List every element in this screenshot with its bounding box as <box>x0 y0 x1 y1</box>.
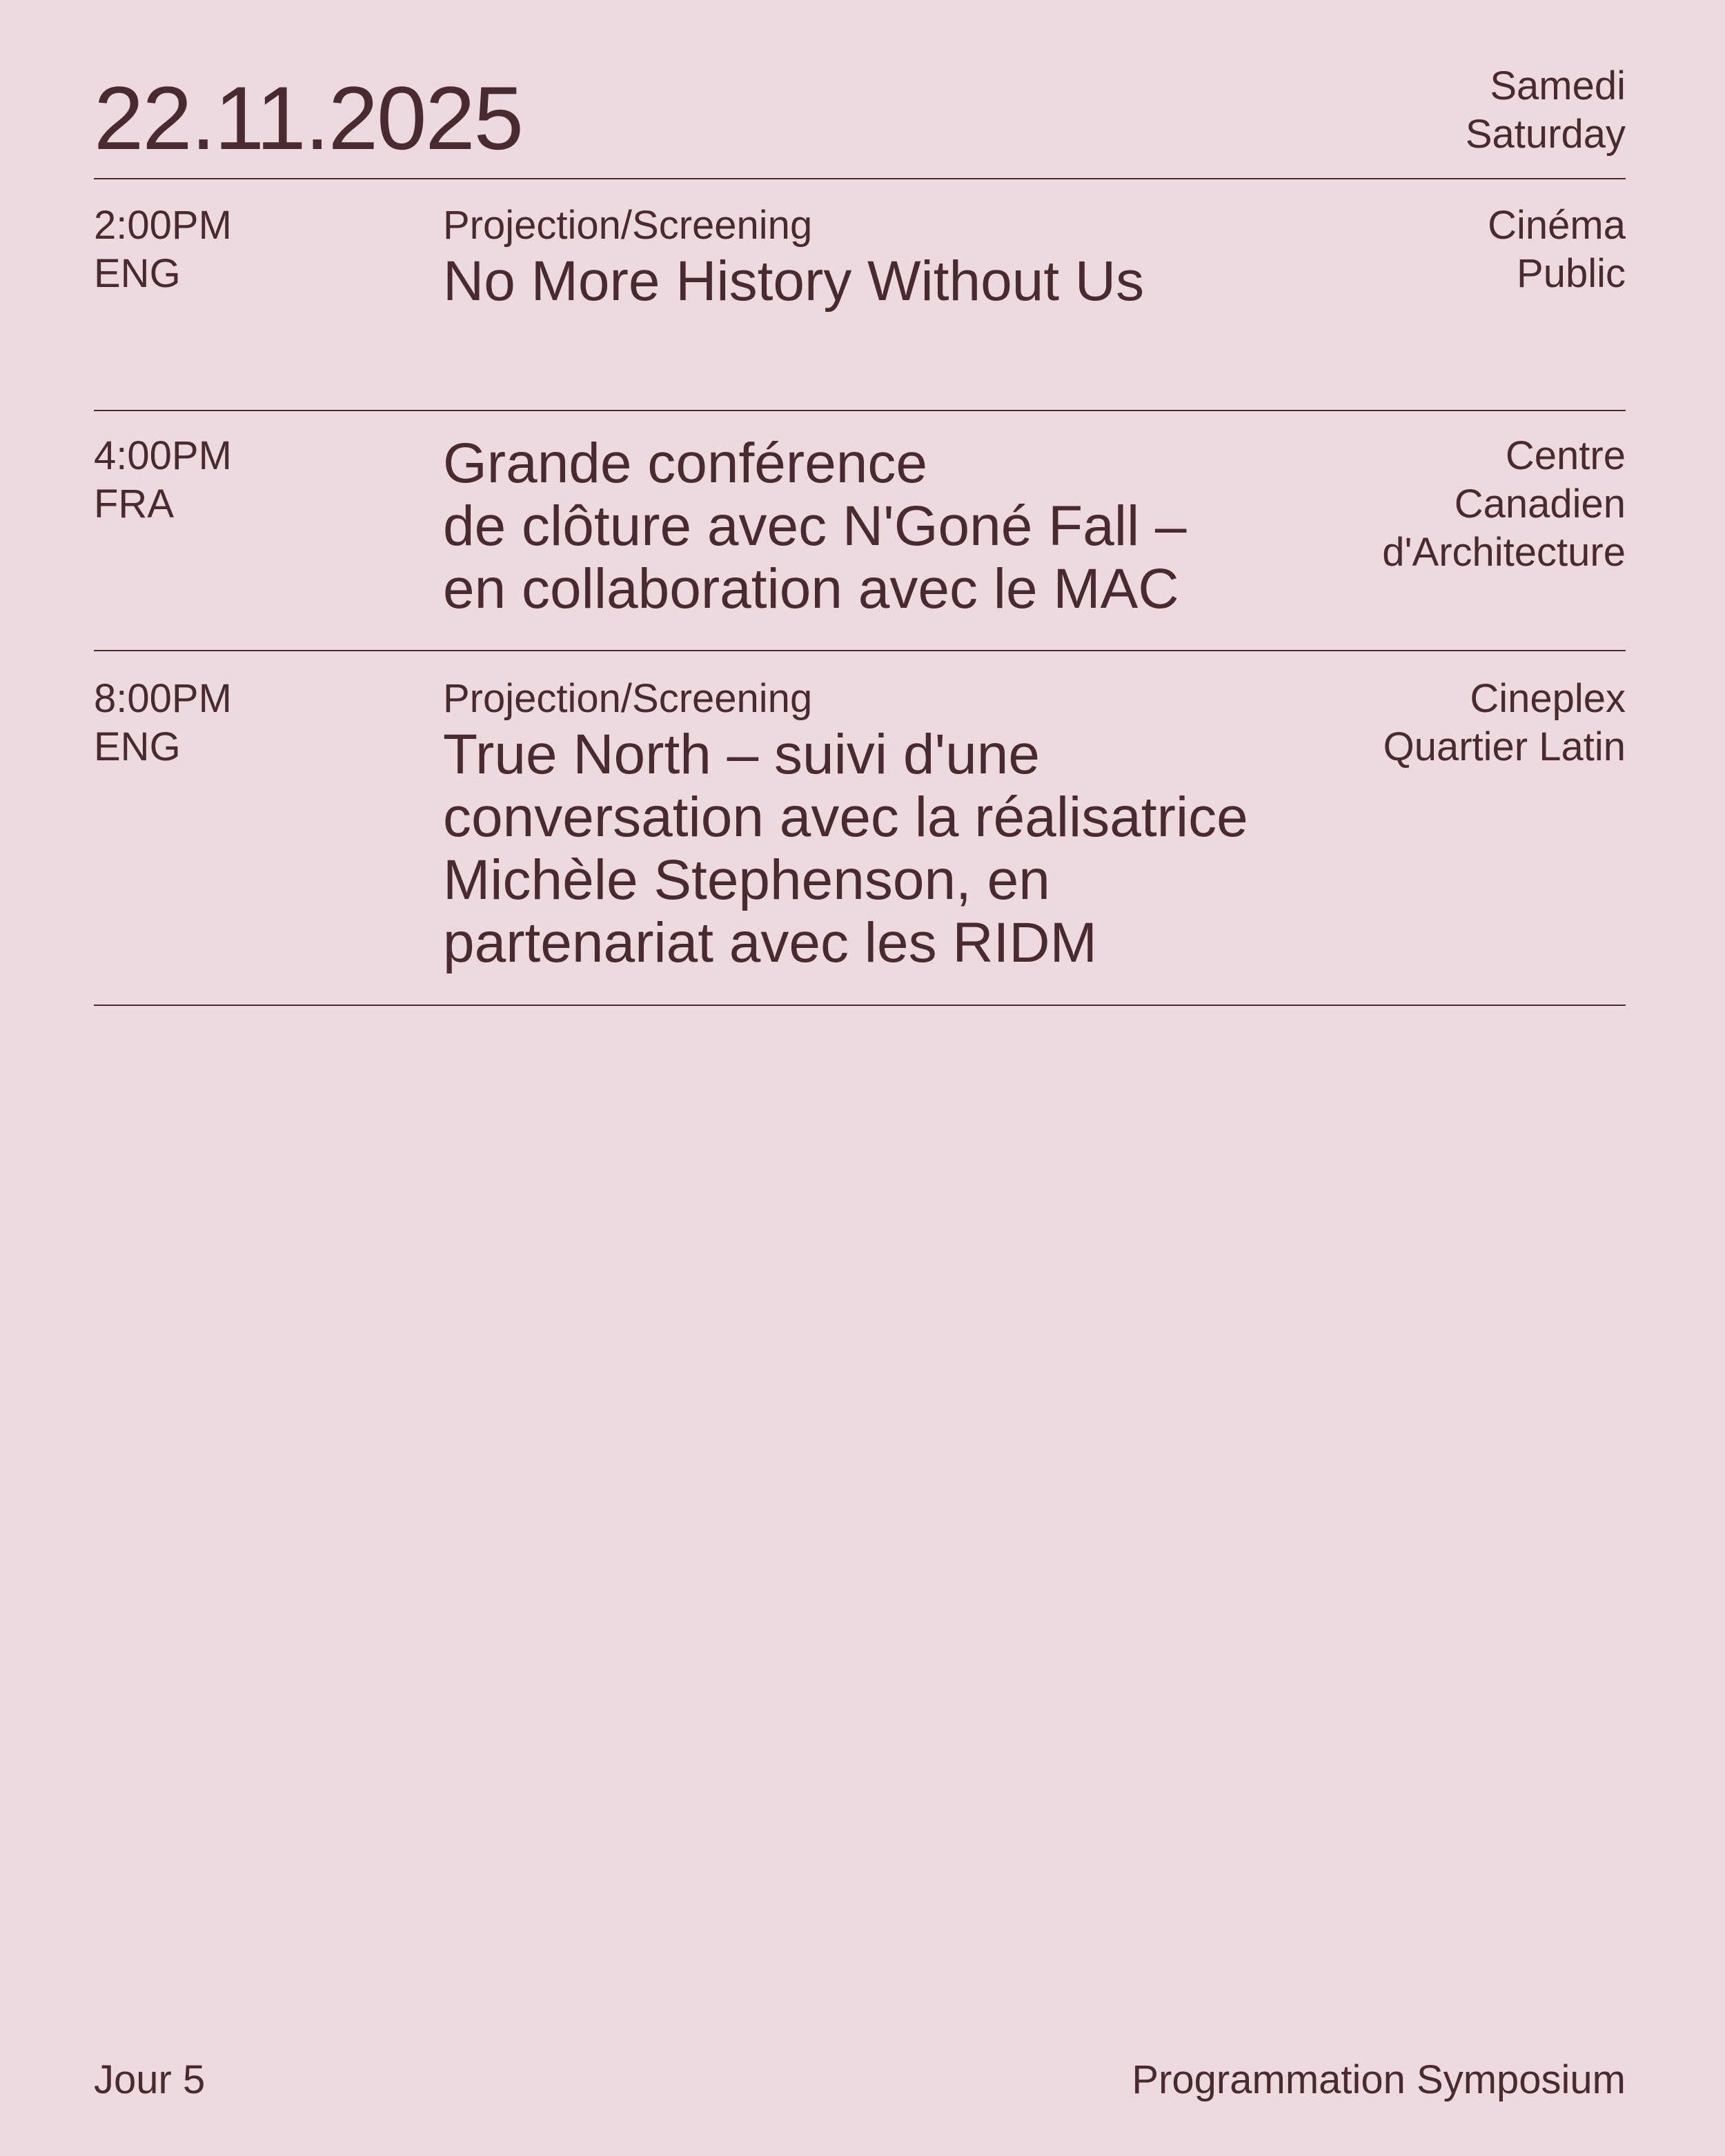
divider <box>94 410 1626 411</box>
time-language <box>94 675 232 771</box>
divider <box>94 650 1626 651</box>
event-details <box>443 201 1423 313</box>
event-date: 22.11.2025 <box>94 68 522 168</box>
weekday <box>1466 62 1626 159</box>
time-language <box>94 432 232 528</box>
event-kind: Projection/Screening <box>443 203 813 248</box>
weekday-fr: Samedi <box>1490 63 1626 108</box>
event-language: ENG <box>94 251 181 296</box>
event-title: True North – suivi d'une conversation avec la réalisatrice Michèle Stephenson, en partenariat avec les RIDM <box>443 723 1248 974</box>
weekday-en: Saturday <box>1465 112 1626 157</box>
day-number-label: Jour 5 <box>94 2057 206 2102</box>
divider <box>94 1005 1626 1006</box>
schedule-page <box>94 0 1626 2156</box>
program-label: Programmation Symposium <box>1132 2057 1626 2102</box>
time-language <box>94 201 232 298</box>
event-venue: Cinéma Public <box>1488 203 1626 296</box>
event-time: 2:00PM <box>94 203 232 248</box>
divider <box>94 178 1626 179</box>
event-time: 8:00PM <box>94 676 232 721</box>
event-kind: Projection/Screening <box>443 676 813 721</box>
event-time: 4:00PM <box>94 433 232 478</box>
event-title: No More History Without Us <box>443 250 1145 313</box>
event-language: ENG <box>94 724 181 769</box>
event-venue: Cineplex Quartier Latin <box>1383 676 1626 769</box>
page-header <box>94 62 1626 179</box>
event-details <box>443 432 1423 620</box>
event-venue: Centre Canadien d'Architecture <box>1382 433 1626 575</box>
event-language: FRA <box>94 482 174 526</box>
event-details <box>443 675 1423 974</box>
event-title: Grande conférence de clôture avec N'Goné Fall – en collaboration avec le MAC <box>443 432 1187 620</box>
